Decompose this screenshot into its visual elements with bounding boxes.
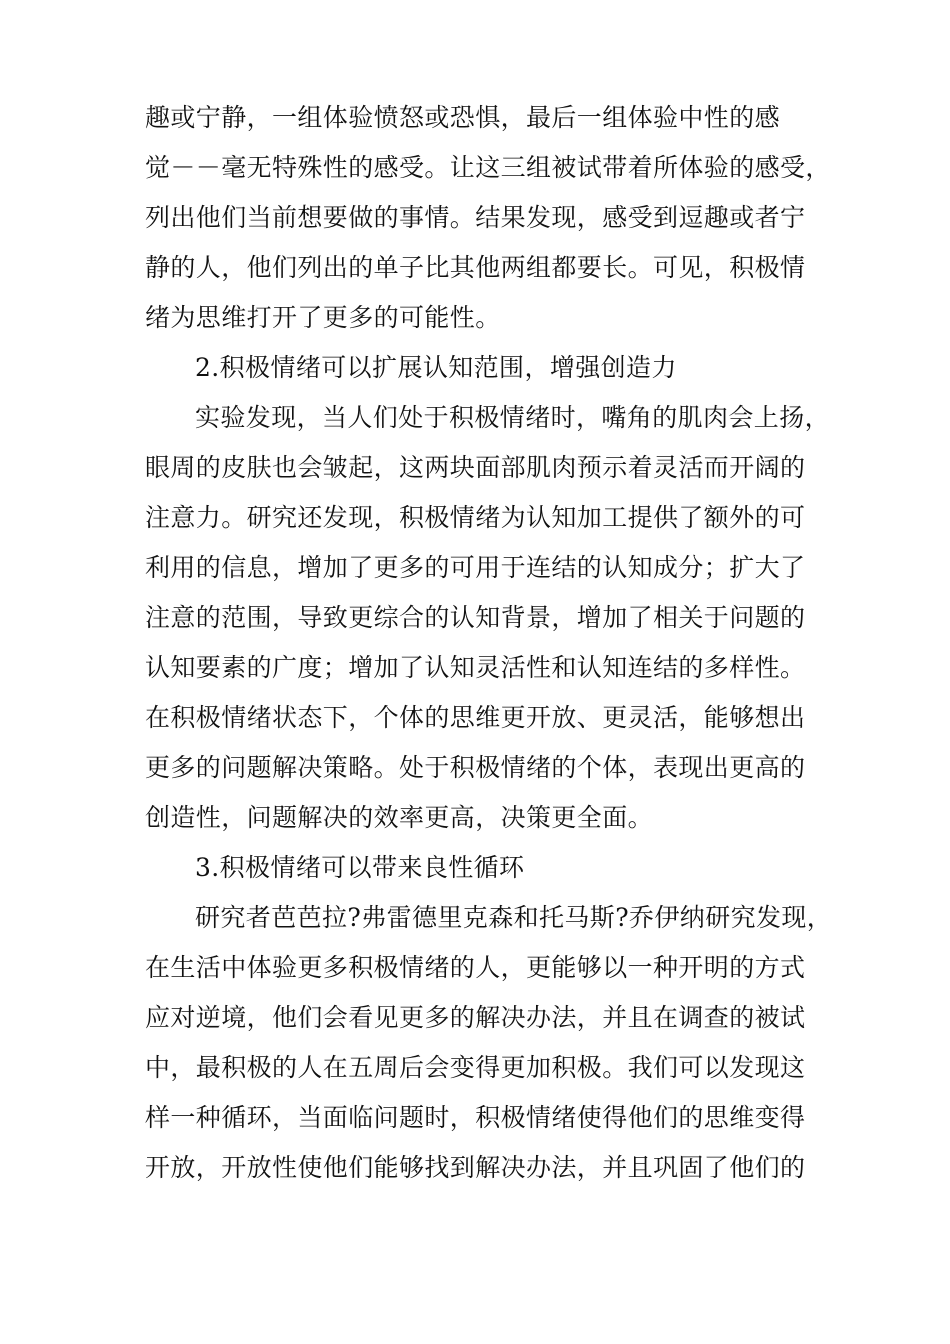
paragraph-first-line: 研究者芭芭拉?弗雷德里克森和托马斯?乔伊纳研究发现，	[195, 903, 833, 932]
body-text-line: 觉－－毫无特殊性的感受。让这三组被试带着所体验的感受，	[145, 153, 831, 182]
section-heading: 2.积极情绪可以扩展认知范围，增强创造力	[195, 353, 677, 382]
body-text-line: 列出他们当前想要做的事情。结果发现，感受到逗趣或者宁	[145, 203, 806, 232]
body-text-line: 开放，开放性使他们能够找到解决办法，并且巩固了他们的	[145, 1153, 806, 1182]
body-text-line: 样一种循环，当面临问题时，积极情绪使得他们的思维变得	[145, 1103, 806, 1132]
body-text-line: 绪为思维打开了更多的可能性。	[145, 303, 501, 332]
body-text-line: 静的人，他们列出的单子比其他两组都要长。可见，积极情	[145, 253, 806, 282]
body-text-line: 中，最积极的人在五周后会变得更加积极。我们可以发现这	[145, 1053, 806, 1082]
body-text-line: 注意力。研究还发现，积极情绪为认知加工提供了额外的可	[145, 503, 806, 532]
body-text-line: 创造性，问题解决的效率更高，决策更全面。	[145, 803, 654, 832]
body-text-line: 应对逆境，他们会看见更多的解决办法，并且在调查的被试	[145, 1003, 806, 1032]
body-text-line: 在积极情绪状态下，个体的思维更开放、更灵活，能够想出	[145, 703, 806, 732]
body-text-line: 注意的范围，导致更综合的认知背景，增加了相关于问题的	[145, 603, 806, 632]
paragraph-first-line: 实验发现，当人们处于积极情绪时，嘴角的肌肉会上扬，	[195, 403, 831, 432]
section-heading: 3.积极情绪可以带来良性循环	[195, 853, 525, 882]
body-text-line: 在生活中体验更多积极情绪的人，更能够以一种开明的方式	[145, 953, 806, 982]
body-text-line: 趣或宁静，一组体验愤怒或恐惧，最后一组体验中性的感	[145, 103, 781, 132]
body-text-line: 利用的信息，增加了更多的可用于连结的认知成分；扩大了	[145, 553, 806, 582]
body-text-line: 更多的问题解决策略。处于积极情绪的个体，表现出更高的	[145, 753, 806, 782]
body-text-line: 认知要素的广度；增加了认知灵活性和认知连结的多样性。	[145, 653, 806, 682]
body-text-line: 眼周的皮肤也会皱起，这两块面部肌肉预示着灵活而开阔的	[145, 453, 806, 482]
